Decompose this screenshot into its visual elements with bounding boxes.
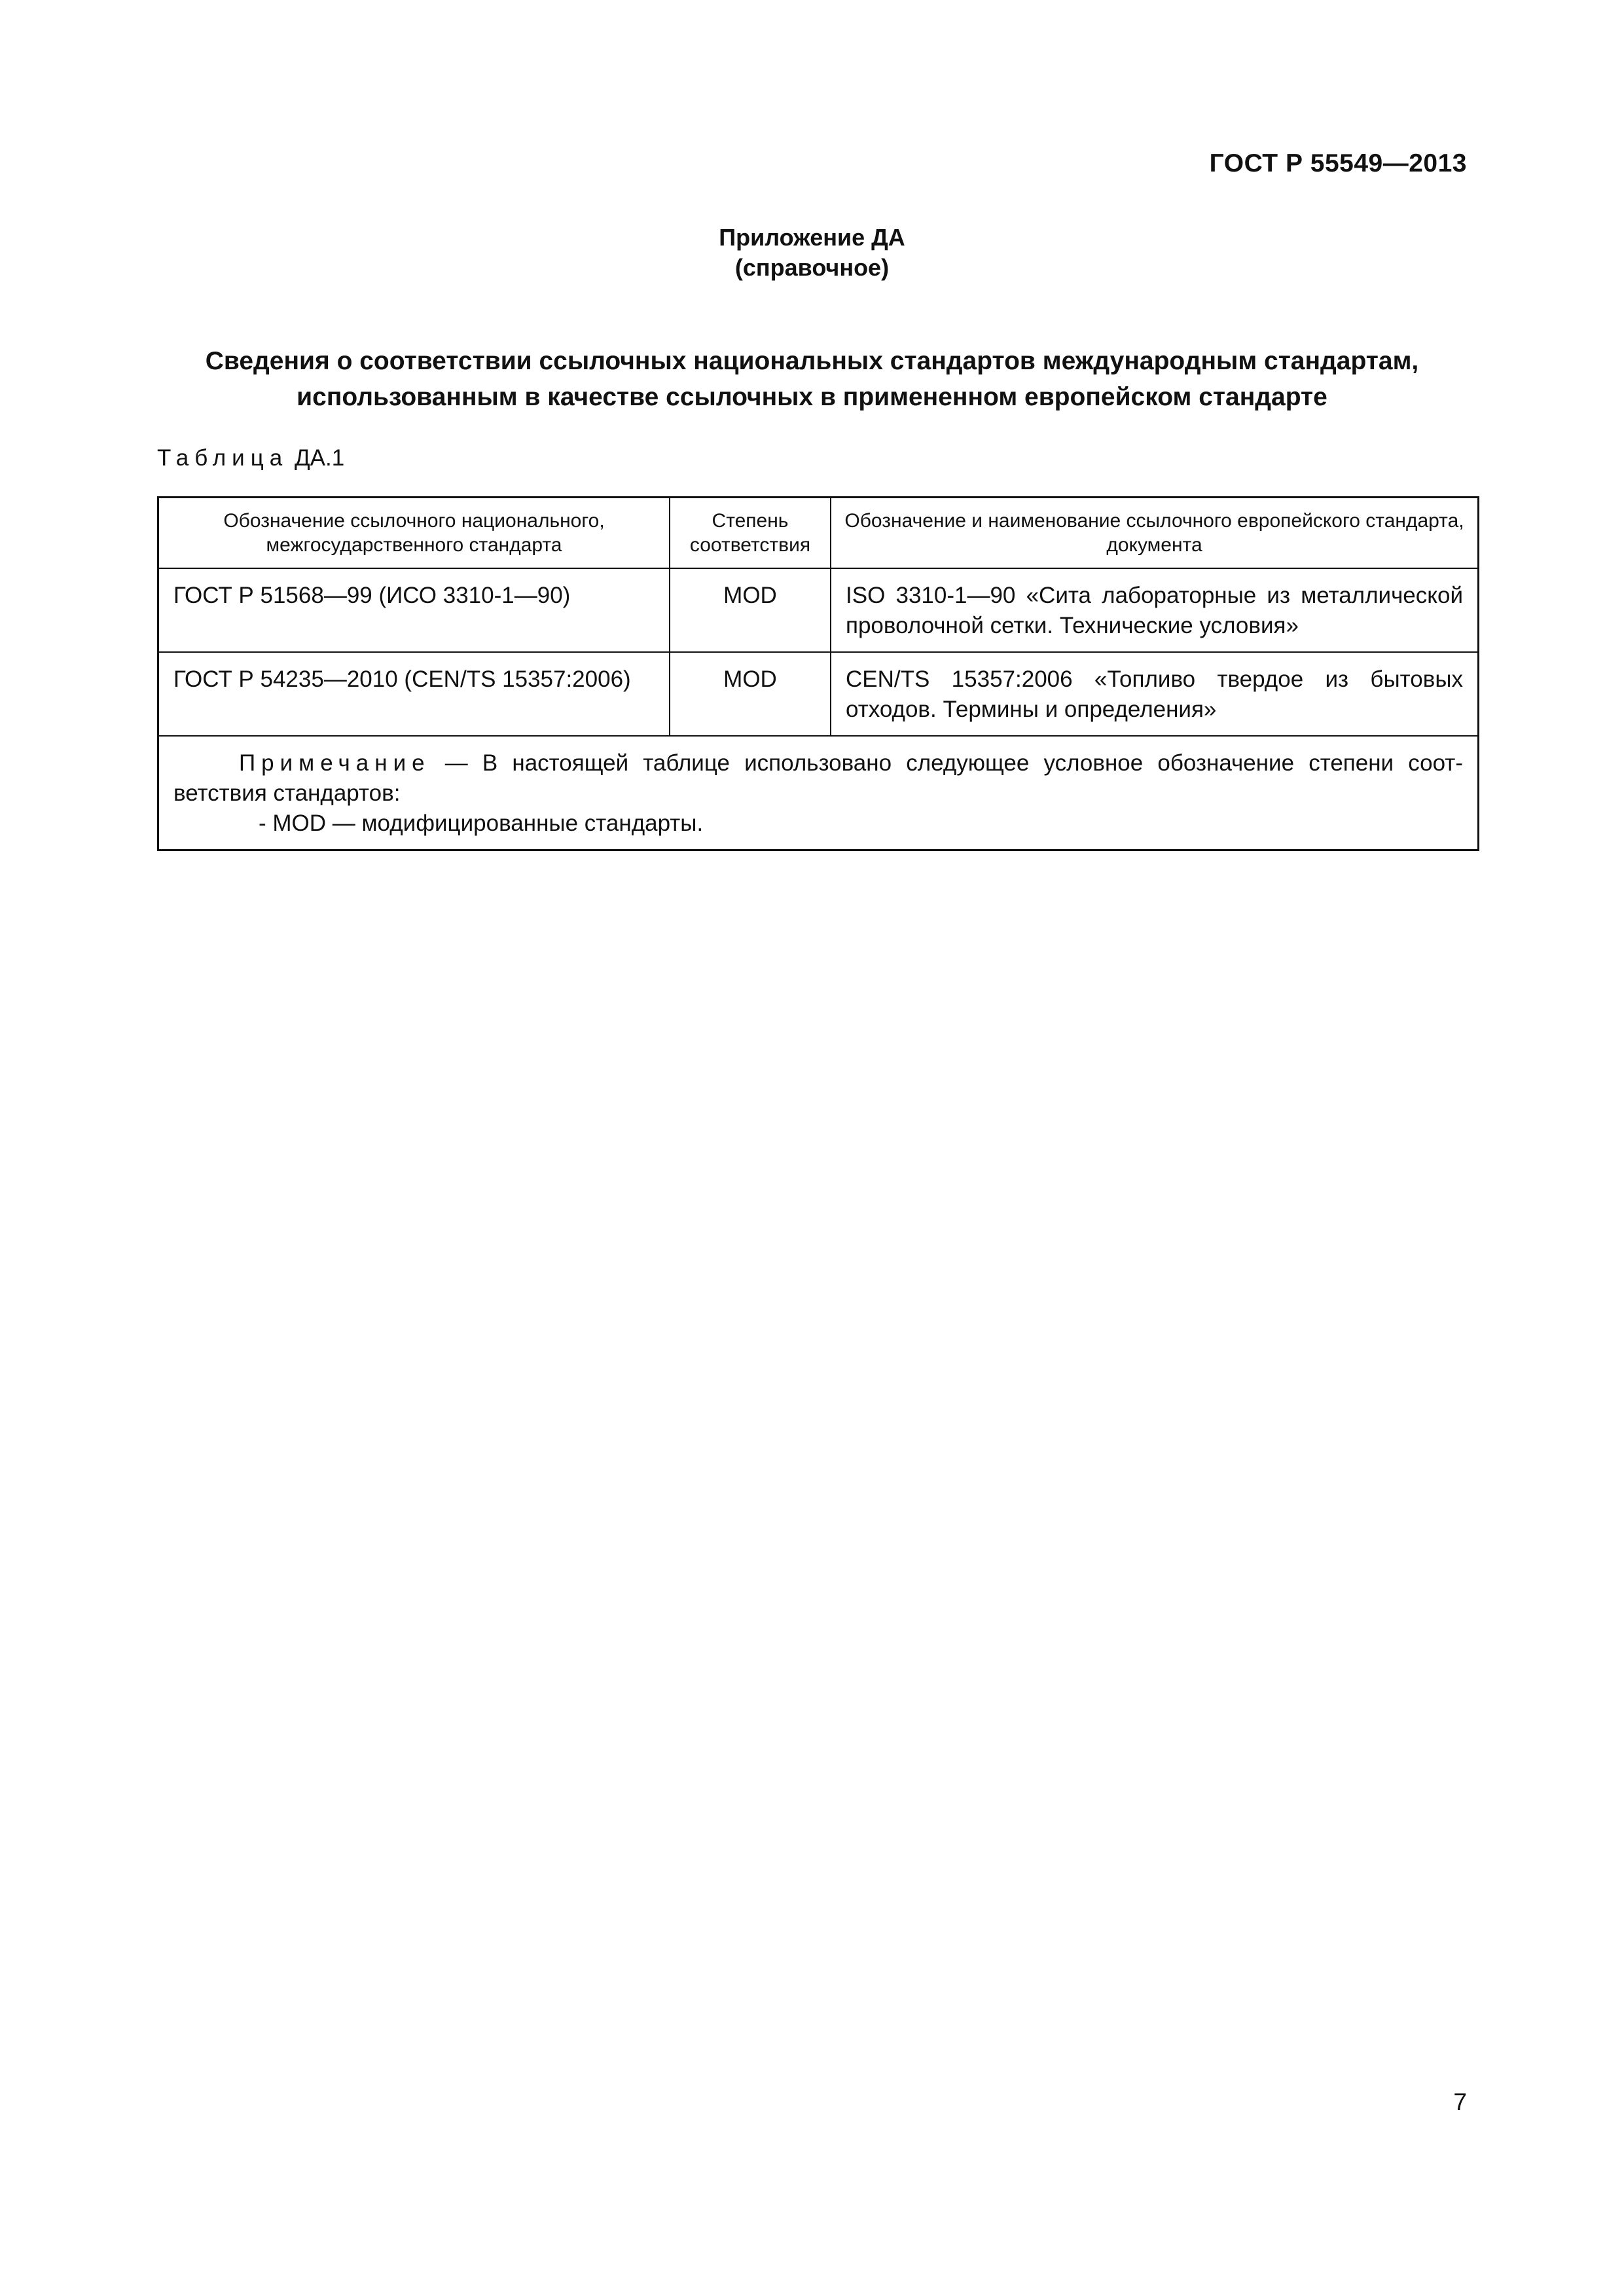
note-body: — В настоящей таблице использовано следующее условное обозначение степени соответствия стандартов: [173, 750, 1463, 806]
column-header-european: Обозначение и наименование ссылочного европейского стандарта, документа [831, 498, 1479, 569]
note-label: Примечание [239, 750, 431, 776]
document-code: ГОСТ Р 55549—2013 [1209, 149, 1467, 177]
cell-european-standard: CEN/TS 15357:2006 «Топливо твердое из бытовых отходов. Термины и определения» [831, 652, 1479, 736]
table-note-row [158, 736, 1479, 850]
table-caption-number: ДА.1 [294, 445, 345, 471]
cell-national-standard: ГОСТ Р 51568—99 (ИСО 3310-1—90) [158, 568, 670, 652]
table-caption [157, 445, 344, 471]
cell-national-standard: ГОСТ Р 54235—2010 (CEN/TS 15357:2006) [158, 652, 670, 736]
note-text [173, 748, 1463, 809]
table-row [158, 652, 1479, 736]
column-header-degree: Степень соответствия [670, 498, 831, 569]
cell-european-standard: ISO 3310-1—90 «Сита лабораторные из металлической проволочной сетки. Технические условия» [831, 568, 1479, 652]
section-title-line-2: использованным в качестве ссылочных в примененном европейском стандарте [297, 383, 1327, 411]
correspondence-table [157, 496, 1479, 851]
table-note [158, 736, 1479, 850]
appendix-title: Приложение ДА [719, 224, 905, 251]
table-header-row [158, 498, 1479, 569]
section-title-line-1: Сведения о соответствии ссылочных национальных стандартов международным стандартам, [205, 347, 1419, 375]
note-item: - MOD — модифицированные стандарты. [259, 811, 704, 836]
appendix-heading [0, 223, 1624, 283]
appendix-subtitle: (справочное) [734, 254, 890, 281]
cell-degree: MOD [670, 568, 831, 652]
table-caption-label: Таблица [157, 445, 289, 471]
cell-degree: MOD [670, 652, 831, 736]
table-row [158, 568, 1479, 652]
column-header-national: Обозначение ссылочного национального, межгосударственного стандарта [158, 498, 670, 569]
section-title [157, 343, 1467, 415]
page-number: 7 [1453, 2088, 1467, 2115]
